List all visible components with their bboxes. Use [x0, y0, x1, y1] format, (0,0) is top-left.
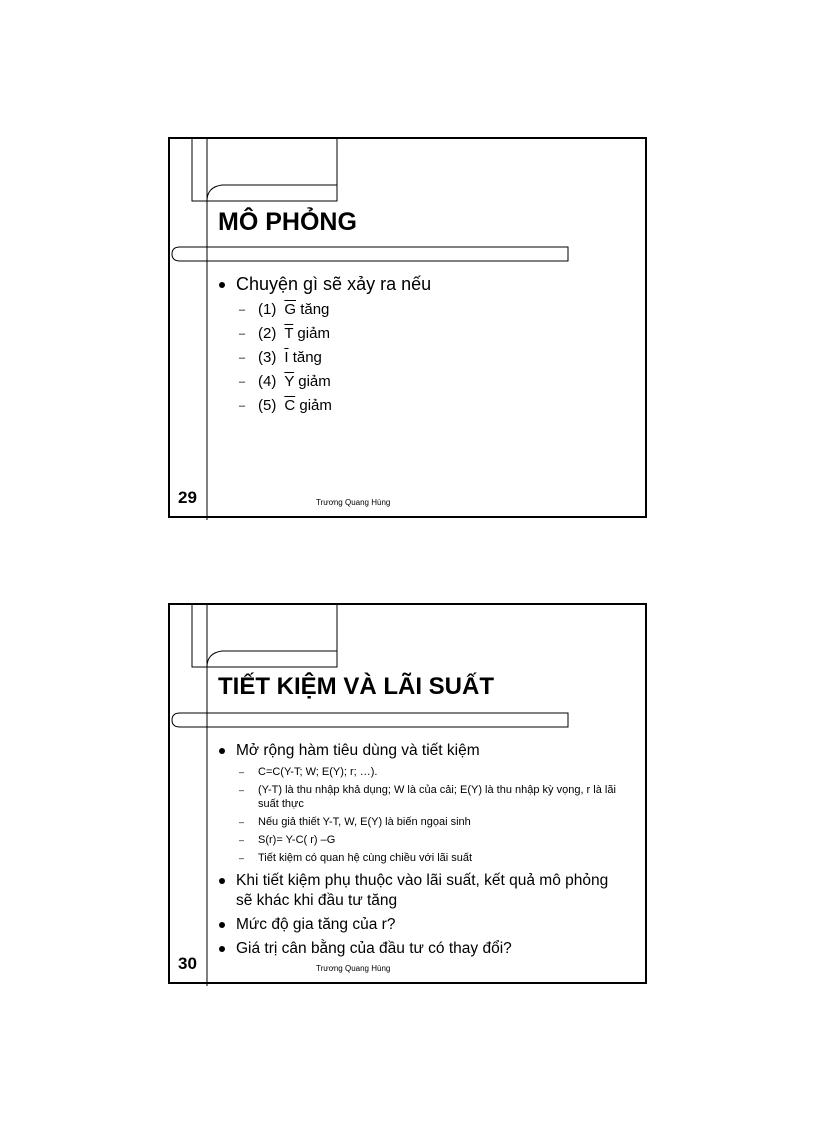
c-bar-symbol: $\overline{C}$: [284, 397, 296, 414]
bullet-list: [218, 273, 625, 416]
bullet-item: Mở rộng hàm tiêu dùng và tiết kiệm: [218, 741, 625, 761]
sub-item-3: – (3) $\overline{I}$ tăng: [218, 348, 625, 368]
sub-item: – (Y-T) là thu nhập khả dụng; W là của cải; E(Y) là thu nhập kỳ vọng, r là lãi suất thực: [218, 783, 625, 811]
slide-footer: Trương Quang Hùng: [316, 498, 391, 507]
sub-item: – C=C(Y-T; W; E(Y); r; …).: [218, 765, 625, 779]
bullet-list: [218, 739, 625, 959]
bullet-item: Khi tiết kiệm phụ thuộc vào lãi suất, kết quả mô phỏng sẽ khác khi đầu tư tăng: [218, 871, 625, 911]
g-bar-symbol: $\overline{G}$: [284, 301, 297, 318]
sub-item: – Nếu giả thiết Y-T, W, E(Y) là biến ngọai sinh: [218, 815, 625, 829]
bullet-item: Mức độ gia tăng của r?: [218, 915, 625, 935]
t-bar-symbol: $\overline{T}$: [284, 325, 294, 342]
i-bar-symbol: $\overline{I}$: [284, 349, 289, 366]
bullet-item: Chuyện gì sẽ xảy ra nếu: [218, 273, 625, 296]
slide-29: [168, 137, 647, 518]
sub-item-1: – (1) $\overline{G}$ tăng: [218, 300, 625, 320]
sub-item: – S(r)= Y-C( r) –G: [218, 833, 625, 847]
sub-item: – Tiết kiệm có quan hệ cùng chiều với lãi suất: [218, 851, 625, 865]
bullet-item: Giá trị cân bằng của đầu tư có thay đổi?: [218, 939, 625, 959]
sub-item-4: – (4) $\overline{Y}$ giảm: [218, 372, 625, 392]
slide-title: TIẾT KIỆM VÀ LÃI SUẤT: [218, 673, 494, 700]
slide-number: 29: [178, 488, 197, 507]
y-bar-symbol: $\overline{Y}$: [284, 373, 295, 390]
slide-footer: Trương Quang Hùng: [316, 964, 391, 973]
slide-30: [168, 603, 647, 984]
slide-title: MÔ PHỎNG: [218, 208, 357, 236]
sub-item-2: – (2) $\overline{T}$ giảm: [218, 324, 625, 344]
slide-number: 30: [178, 954, 197, 973]
sub-item-5: – (5) $\overline{C}$ giảm: [218, 396, 625, 416]
